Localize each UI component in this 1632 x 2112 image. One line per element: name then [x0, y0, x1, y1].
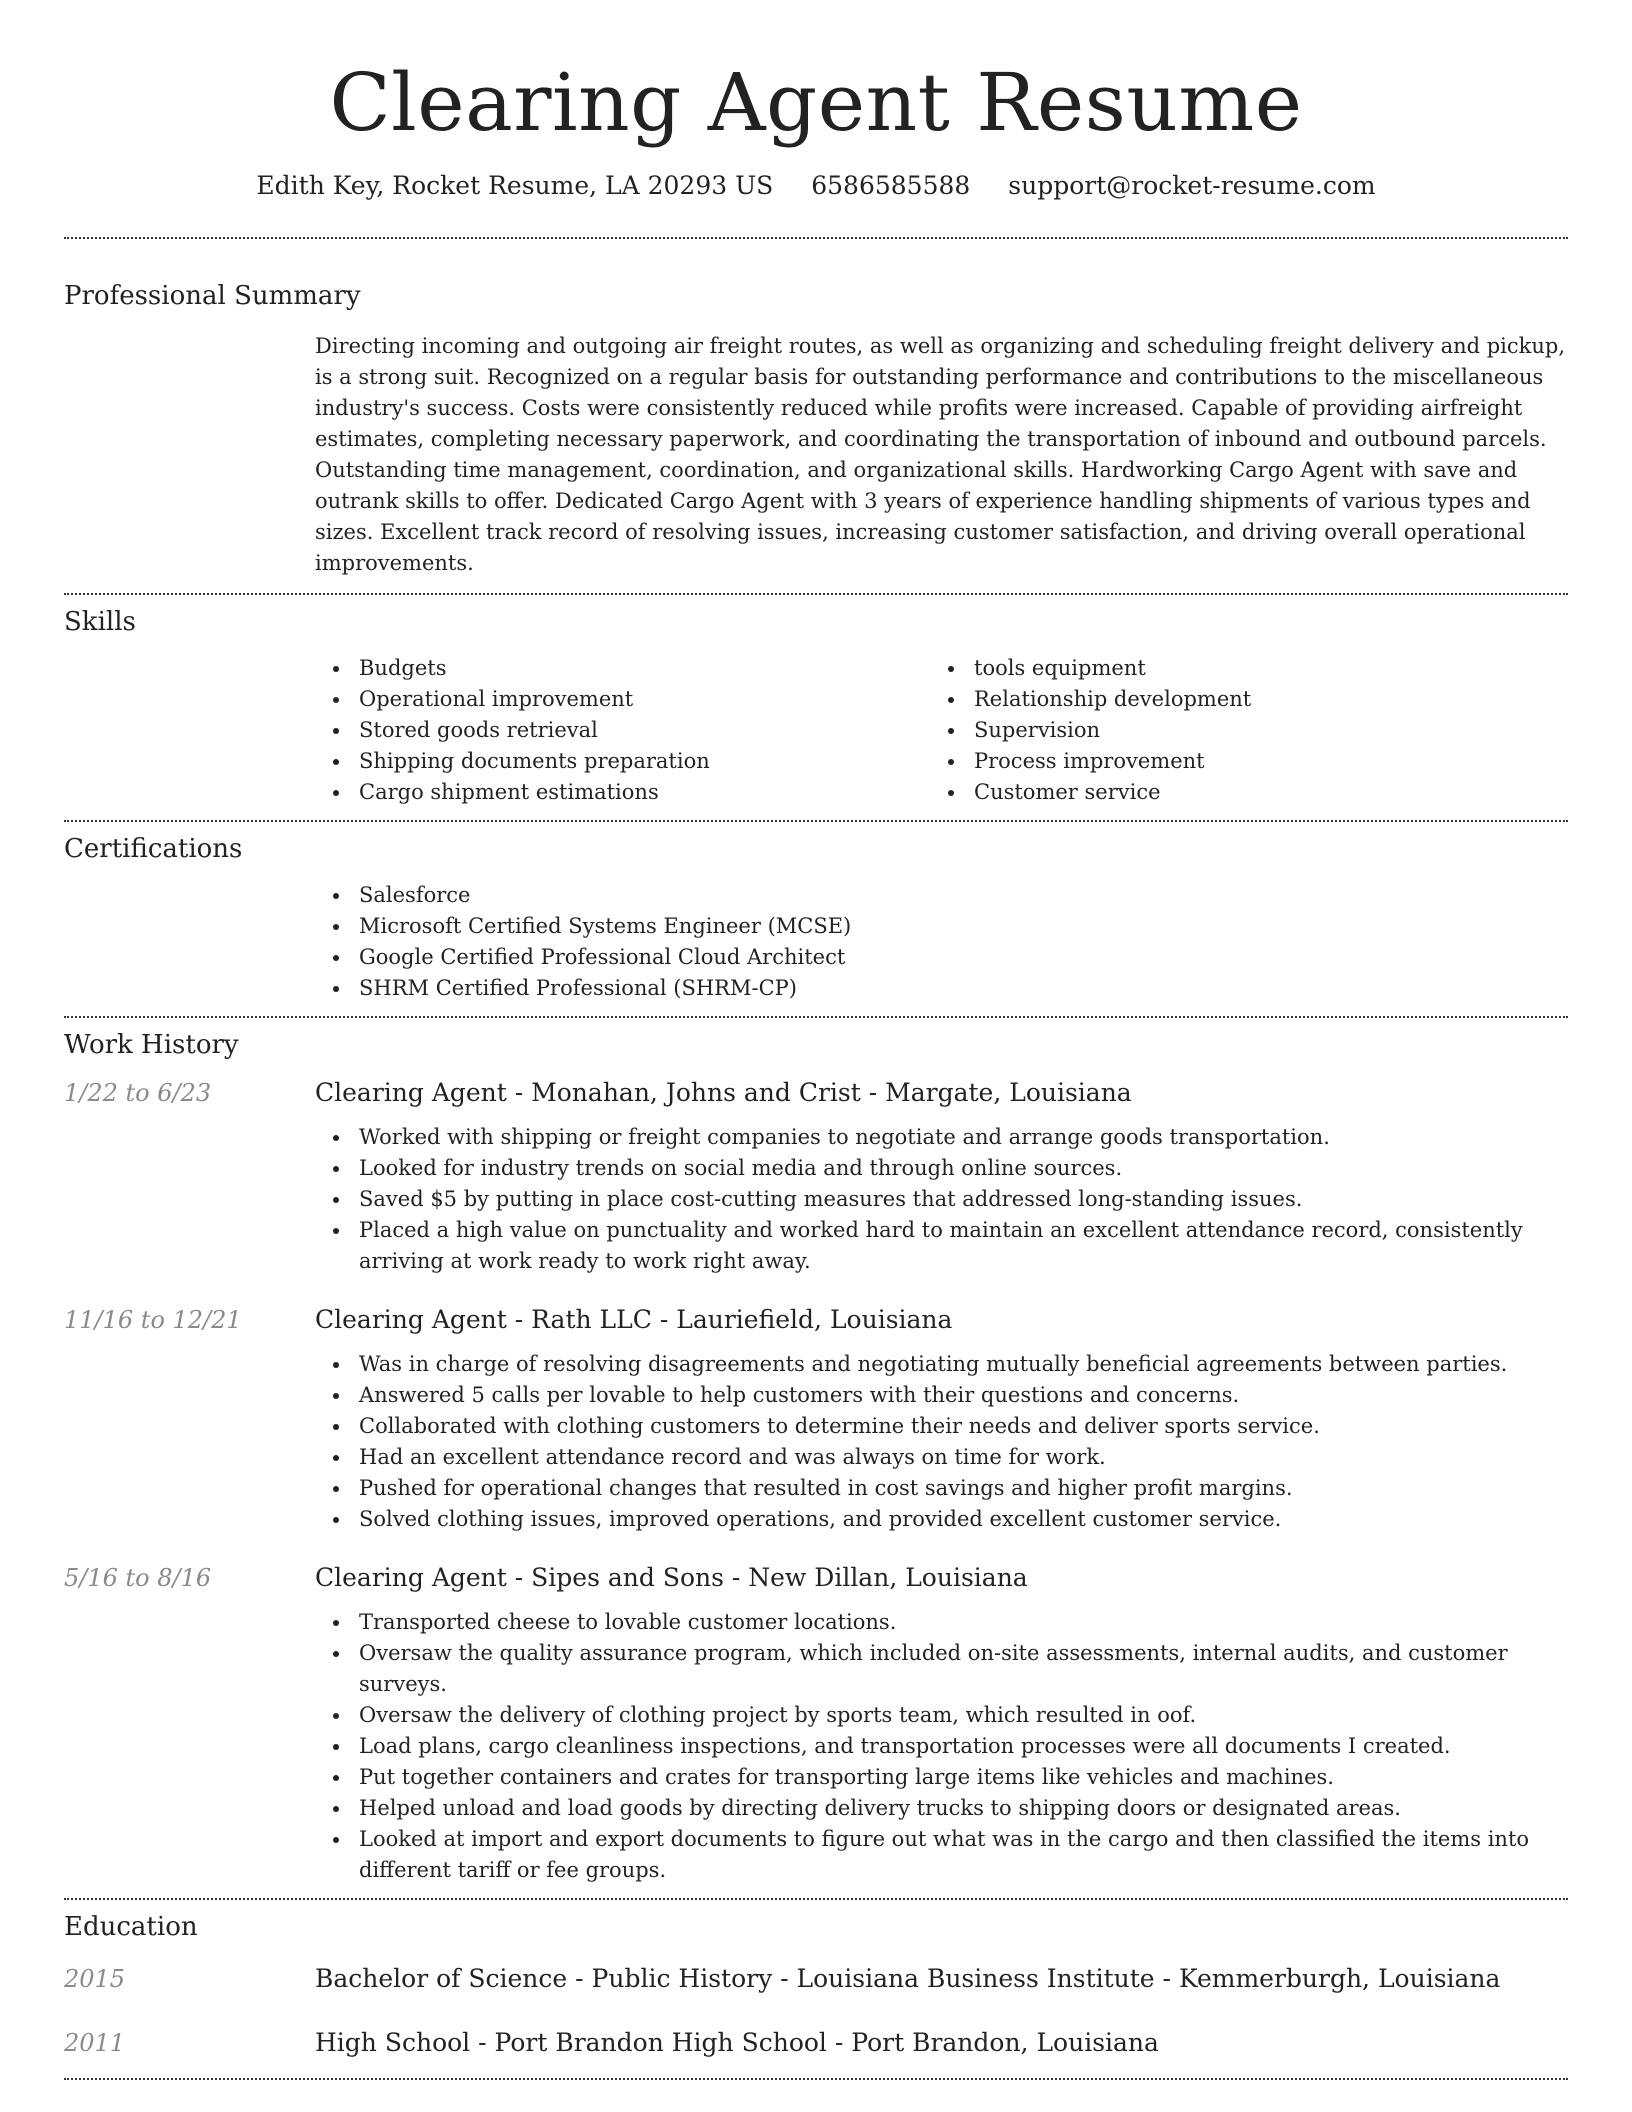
skills-heading: Skills — [64, 607, 136, 637]
skills-columns — [315, 653, 1568, 820]
certification-item: Microsoft Certified Systems Engineer (MCSE) — [315, 911, 1568, 942]
job-body — [315, 1076, 1568, 1277]
job-bullet: Saved $5 by putting in place cost-cutting measures that addressed long-standing issues. — [315, 1184, 1568, 1215]
job-bullet: Was in charge of resolving disagreements and negotiating mutually beneficial agreements between parties. — [315, 1349, 1568, 1380]
certification-item: SHRM Certified Professional (SHRM-CP) — [315, 973, 1568, 1004]
skill-item: Process improvement — [930, 746, 1545, 777]
skill-item: Budgets — [315, 653, 930, 684]
job-dates: 5/16 to 8/16 — [64, 1564, 212, 1592]
skills-list-left — [315, 653, 930, 808]
job-bullet: Load plans, cargo cleanliness inspections, and transportation processes were all documents I created. — [315, 1731, 1568, 1762]
education-entry — [64, 1962, 1568, 1996]
certifications-heading: Certifications — [64, 834, 243, 864]
certifications-list — [315, 880, 1568, 1016]
job-bullet: Oversaw the quality assurance program, which included on-site assessments, internal audits, and customer surveys. — [315, 1638, 1568, 1700]
education-section — [64, 1900, 1568, 2078]
job-entry — [64, 1303, 1568, 1535]
skill-item: Operational improvement — [315, 684, 930, 715]
work-history-section — [64, 1018, 1568, 1898]
job-bullet: Helped unload and load goods by directing delivery trucks to shipping doors or designated areas. — [315, 1793, 1568, 1824]
certifications-section — [64, 822, 1568, 1016]
skill-item: Customer service — [930, 777, 1545, 808]
job-bullets — [315, 1122, 1568, 1277]
job-title: Clearing Agent - Monahan, Johns and Crist - Margate, Louisiana — [315, 1078, 1132, 1107]
certification-item: Salesforce — [315, 880, 1568, 911]
job-bullet: Had an excellent attendance record and was always on time for work. — [315, 1442, 1568, 1473]
skill-item: Shipping documents preparation — [315, 746, 930, 777]
skill-item: Cargo shipment estimations — [315, 777, 930, 808]
contact-address: Edith Key, Rocket Resume, LA 20293 US — [256, 171, 774, 200]
job-bullet: Oversaw the delivery of clothing project by sports team, which resulted in oof. — [315, 1700, 1568, 1731]
job-bullets — [315, 1349, 1568, 1535]
education-detail: High School - Port Brandon High School - Port Brandon, Louisiana — [315, 2028, 1159, 2057]
summary-heading: Professional Summary — [64, 281, 361, 311]
job-bullet: Transported cheese to lovable customer locations. — [315, 1607, 1568, 1638]
resume-title: Clearing Agent Resume — [329, 56, 1303, 149]
job-bullet: Pushed for operational changes that resulted in cost savings and higher profit margins. — [315, 1473, 1568, 1504]
job-title: Clearing Agent - Rath LLC - Lauriefield, Louisiana — [315, 1305, 953, 1334]
job-title: Clearing Agent - Sipes and Sons - New Dillan, Louisiana — [315, 1563, 1028, 1592]
education-year: 2011 — [64, 2029, 126, 2057]
work-history-heading: Work History — [64, 1030, 239, 1060]
job-bullet: Looked at import and export documents to figure out what was in the cargo and then classified the items into different tariff or fee groups. — [315, 1824, 1568, 1886]
skill-item: Supervision — [930, 715, 1545, 746]
job-bullet: Collaborated with clothing customers to determine their needs and deliver sports service. — [315, 1411, 1568, 1442]
education-year: 2015 — [64, 1965, 126, 1993]
contact-email: support@rocket-resume.com — [1008, 171, 1376, 200]
job-bullet: Placed a high value on punctuality and worked hard to maintain an excellent attendance record, consistently arriving at work ready to work right away. — [315, 1215, 1568, 1277]
skill-item: tools equipment — [930, 653, 1545, 684]
job-bullet: Solved clothing issues, improved operations, and provided excellent customer service. — [315, 1504, 1568, 1535]
job-entry — [64, 1561, 1568, 1886]
job-dates: 11/16 to 12/21 — [64, 1306, 242, 1334]
education-detail: Bachelor of Science - Public History - Louisiana Business Institute - Kemmerburgh, Louisiana — [315, 1964, 1501, 1993]
contact-phone: 6586585588 — [811, 171, 971, 200]
job-bullet: Looked for industry trends on social media and through online sources. — [315, 1153, 1568, 1184]
contact-line — [64, 169, 1568, 203]
job-bullet: Worked with shipping or freight companies to negotiate and arrange goods transportation. — [315, 1122, 1568, 1153]
education-entry — [64, 2026, 1568, 2060]
certification-item: Google Certified Professional Cloud Architect — [315, 942, 1568, 973]
skills-list-right — [930, 653, 1545, 808]
job-body — [315, 1561, 1568, 1886]
job-bullets — [315, 1607, 1568, 1886]
job-entry — [64, 1076, 1568, 1277]
skill-item: Relationship development — [930, 684, 1545, 715]
job-bullet: Put together containers and crates for transporting large items like vehicles and machines. — [315, 1762, 1568, 1793]
resume-page — [64, 0, 1568, 2080]
skill-item: Stored goods retrieval — [315, 715, 930, 746]
job-dates: 1/22 to 6/23 — [64, 1079, 212, 1107]
divider — [64, 2078, 1568, 2080]
skills-section — [64, 595, 1568, 820]
job-body — [315, 1303, 1568, 1535]
education-heading: Education — [64, 1912, 198, 1942]
job-bullet: Answered 5 calls per lovable to help customers with their questions and concerns. — [315, 1380, 1568, 1411]
summary-text: Directing incoming and outgoing air freight routes, as well as organizing and scheduling freight delivery and pickup, is a strong suit. Recognized on a regular basis for outstanding performance and contributions to the miscellaneous industry's success. Costs were consistently reduced while profits were increased. Capable of providing airfreight estimates, completing necessary paperwork, and coordinating the transportation of inbound and outbound parcels. Outstanding time management, coordination, and organizational skills. Hardworking Cargo Agent with save and outrank skills to offer. Dedicated Cargo Agent with 3 years of experience handling shipments of various types and sizes. Excellent track record of resolving issues, increasing customer satisfaction, and driving overall operational improvements. — [315, 334, 1566, 575]
summary-section — [64, 239, 1568, 593]
